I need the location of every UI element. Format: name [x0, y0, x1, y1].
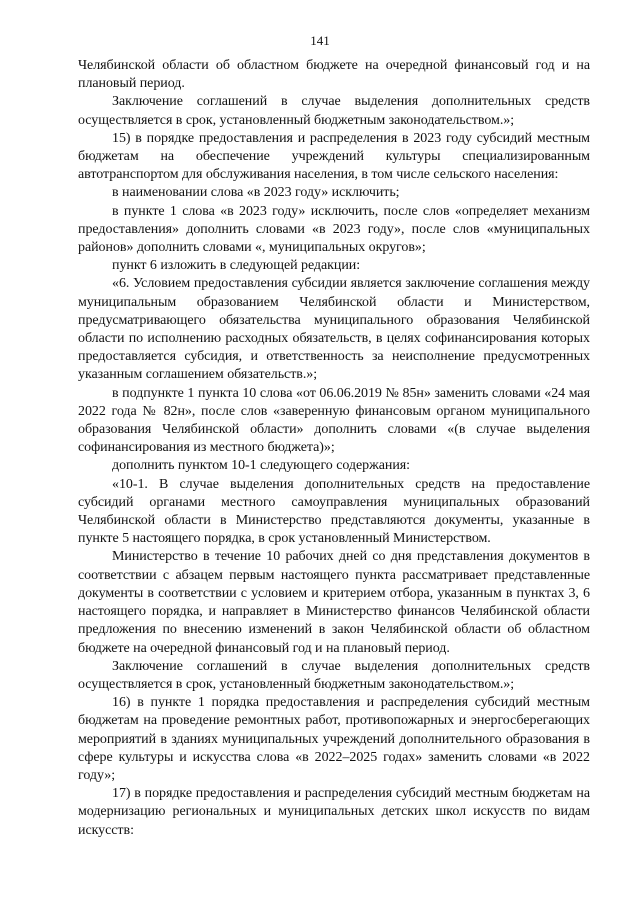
paragraph-1: Челябинской области об областном бюджете на очередной финансовый год и на плановый период.: [78, 58, 590, 92]
document-body: [78, 57, 590, 840]
paragraph-6: пункт 6 изложить в следующей редакции:: [112, 258, 361, 274]
paragraph-13: 16) в пункте 1 порядка предоставления и распределения субсидий местным бюджетам на проведение ремонтных работ, противопожарных и энергосберегающих мероприятий в зданиях муниципальных учреждений дополнительного образования в сфере культуры и искусства слова «в 2022–2025 годах» заменить словами «в 2022 году»;: [78, 695, 590, 783]
paragraph-9: дополнить пунктом 10-1 следующего содержания:: [112, 458, 410, 474]
paragraph-7: «6. Условием предоставления субсидии является заключение соглашения между муниципальным образованием Челябинской области и Министерством, предусматривающего обязательства муниципального образования Челябинской области по исполнению расходных обязательств, в целях софинансирования которых предоставляется субсидия, и ответственность за неисполнение предусмотренных указанным соглашением обязательств.»;: [78, 276, 590, 383]
paragraph-11: Министерство в течение 10 рабочих дней со дня представления документов в соответствии с абзацем первым настоящего пункта рассматривает представленные документы в соответствии с условием и критерием отбора, указанным в пунктах 3, 6 настоящего порядка, и направляет в Министерство финансов Челябинской области предложения по внесению изменений в закон Челябинской области об областном бюджете на очередной финансовый год и на плановый период.: [78, 549, 590, 656]
page-number: 141: [310, 33, 330, 48]
paragraph-12: Заключение соглашений в случае выделения дополнительных средств осуществляется в срок, установленный бюджетным законодательством.»;: [78, 658, 590, 692]
paragraph-3: 15) в порядке предоставления и распределения в 2023 году субсидий местным бюджетам на обеспечение учреждений культуры специализированным автотранспортом для обслуживания населения, в том числе сельского населения:: [78, 130, 590, 183]
paragraph-5: в пункте 1 слова «в 2023 году» исключить, после слов «определяет механизм предоставления» дополнить словами «в 2023 году», после слов «муниципальных районов» дополнить словами «, муниципальных округов»;: [78, 203, 590, 256]
paragraph-2: Заключение соглашений в случае выделения дополнительных средств осуществляется в срок, установленный бюджетным законодательством.»;: [78, 94, 590, 128]
paragraph-14: 17) в порядке предоставления и распределения субсидий местным бюджетам на модернизацию региональных и муниципальных детских школ искусств по видам искусств:: [78, 786, 590, 838]
paragraph-10: «10-1. В случае выделения дополнительных средств на предоставление субсидий органами местного самоуправления муниципальных образований Челябинской области в Министерство представляются документы, указанные в пункте 5 настоящего порядка, в срок установленный Министерством.: [78, 476, 590, 547]
paragraph-4: в наименовании слова «в 2023 году» исключить;: [112, 185, 400, 201]
paragraph-8: в подпункте 1 пункта 10 слова «от 06.06.2019 № 85н» заменить словами «24 мая 2022 года № 82н», после слов «заверенную финансовым органом муниципального образования Челябинской области» дополнить словами «(в случае выделения софинансирования из местного бюджета)»;: [78, 385, 590, 456]
